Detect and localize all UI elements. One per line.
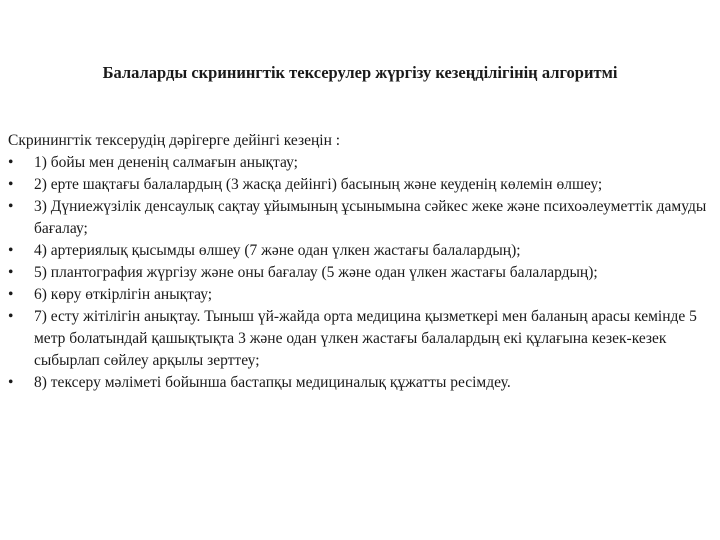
bullet-icon: • (8, 242, 14, 259)
bullet-icon: • (8, 286, 14, 303)
list-item (8, 196, 714, 240)
list-item-text: 3) Дүниежүзілік денсаулық сақтау ұйымының ұсынымына сәйкес жеке және психоәлеуметтік дамуды бағалау; (34, 198, 707, 237)
bullet-icon: • (8, 374, 14, 391)
list-item-text: 7) есту жітілігін анықтау. Тыныш үй-жайда орта медицина қызметкері мен баланың арасы кемінде 5 метр болатындай қашықтықта 3 және одан үлкен жастағы балалардың екі құлағына кезек-кезек сыбырлап сөйлеу арқылы зерттеу; (34, 308, 697, 369)
bullet-icon: • (8, 308, 14, 325)
list-item (8, 152, 714, 174)
list-item (8, 372, 714, 394)
page-title: Балаларды скринингтік тексерулер жүргізу кезеңділігінің алгоритмі (102, 63, 618, 82)
list-item-text: 4) артериялық қысымды өлшеу (7 және одан үлкен жастағы балалардың); (34, 242, 521, 259)
list-item (8, 306, 714, 372)
list-item (8, 174, 714, 196)
list-item (8, 240, 714, 262)
list-item-text: 1) бойы мен дененің салмағын анықтау; (34, 154, 298, 171)
list-item (8, 262, 714, 284)
list-item-text: 6) көру өткірлігін анықтау; (34, 286, 213, 303)
list-item (8, 284, 714, 306)
list-item-text: 2) ерте шақтағы балалардың (3 жасқа дейінгі) басының және кеуденің көлемін өлшеу; (34, 176, 603, 193)
list-item-text: 5) плантография жүргізу және оны бағалау (5 және одан үлкен жастағы балалардың); (34, 264, 598, 281)
bullet-icon: • (8, 264, 14, 281)
bullet-icon: • (8, 198, 14, 215)
bullet-list (8, 152, 714, 394)
bullet-icon: • (8, 154, 14, 171)
bullet-icon: • (8, 176, 14, 193)
intro-text: Скринингтік тексерудің дәрігерге дейінгі кезеңін : (8, 132, 341, 149)
list-item-text: 8) тексеру мәліметі бойынша бастапқы медициналық құжатты ресімдеу. (34, 374, 511, 391)
